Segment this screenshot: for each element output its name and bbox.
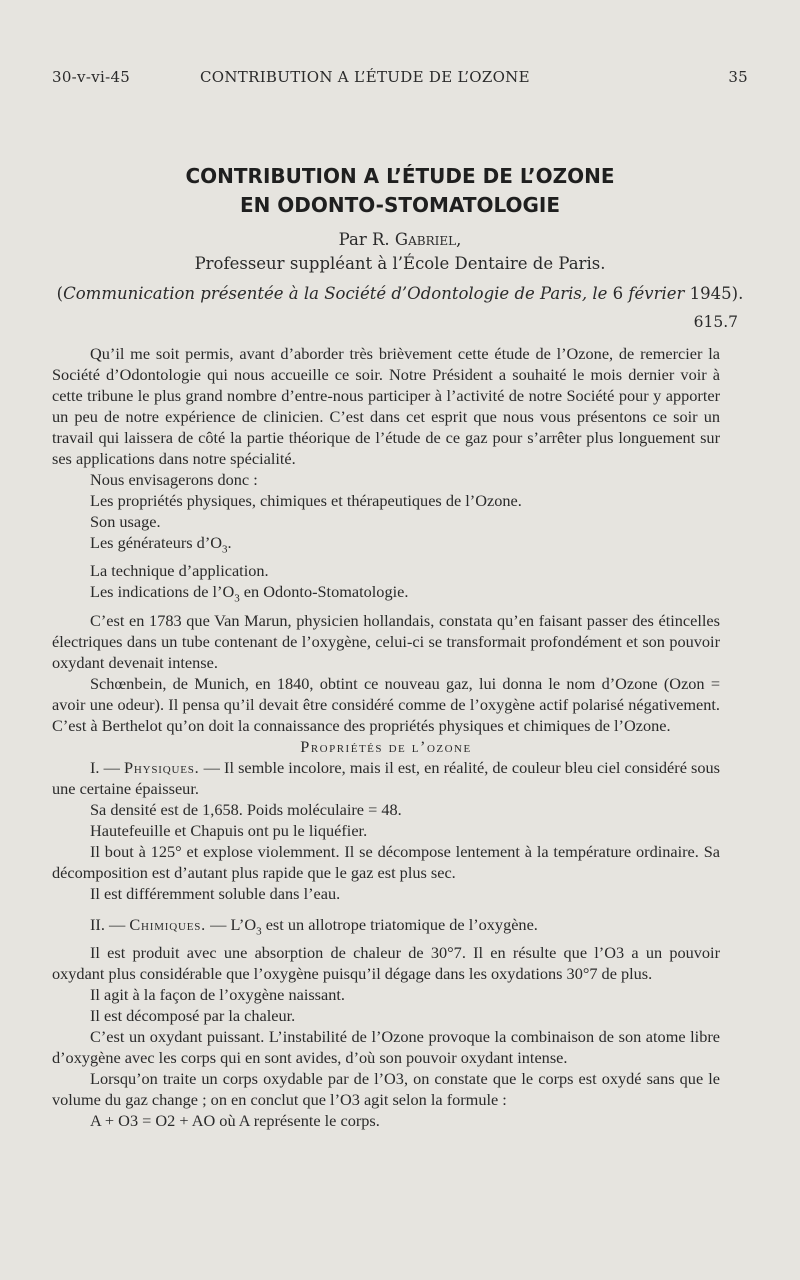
chemical-text-end: est un allotrope triatomique de l’oxygène.	[261, 914, 538, 934]
author-name: Gabriel,	[394, 230, 462, 249]
communication-note	[52, 284, 748, 303]
article-title-line1: CONTRIBUTION A L’ÉTUDE DE L’OZONE	[185, 164, 615, 188]
communication-text: Communication présentée à la Société d’Odontologie de Paris, le	[63, 284, 608, 303]
byline	[0, 228, 800, 276]
subscript: 3	[222, 543, 228, 556]
subscript: 3	[234, 592, 240, 605]
chemical-oxidant: C’est un oxydant puissant. L’instabilité de l’Ozone provoque la combinaison de son atome libre d’oxygène avec les corps qui en sont avides, d’où son pouvoir oxydant intense.	[52, 1026, 720, 1067]
physical-text: — Il semble incolore, mais il est, en réalité, de couleur bleu ciel considéré sous une certaine épaisseur.	[52, 757, 720, 798]
paragraph-intro: Qu’il me soit permis, avant d’aborder très brièvement cette étude de l’Ozone, de remercier la Société d’Odontologie qui nous accueille ce soir. Notre Président a souhaité le mois dernier voir à cette tribune le plus grand nombre d’entre-nous participer à l’activité de notre Société pour y apporter un peu de notre expérience de clinicien. C’est dans cet esprit que nous vous présentons ce soir un travail qui laissera de côté la partie théorique de l’étude de ce gaz pour s’arrêter plus longuement sur ses applications dans notre spécialité.	[52, 344, 720, 468]
physical-density: Sa densité est de 1,658. Poids moléculaire = 48.	[90, 799, 402, 819]
list-item-text: Les générateurs d’O	[90, 533, 222, 552]
chemical-formula: A + O3 = O2 + AO où A représente le corps.	[90, 1110, 380, 1130]
list-item	[52, 532, 720, 560]
subsection-lead: Chimiques.	[129, 914, 207, 934]
udc-code: 615.7	[693, 313, 738, 331]
list-item-end: .	[227, 533, 232, 552]
chemical-text: — L’O	[206, 914, 257, 934]
list-item: Les propriétés physiques, chimiques et thérapeutiques de l’Ozone.	[90, 491, 522, 510]
list-item-end: en Odonto-Stomatologie.	[239, 582, 409, 602]
paren-open: (	[56, 284, 64, 303]
communication-month: février	[628, 284, 685, 303]
paragraph-history-2: Schœnbein, de Munich, en 1840, obtint ce nouveau gaz, lui donna le nom d’Ozone (Ozon = avoir une odeur). Il pensa qu’il devait être considéré comme de l’oxygène actif polarisé négativement. C’est à Berthelot qu’on doit la connaissance des propriétés physiques et chimiques de l’Ozone.	[52, 673, 720, 735]
chemical-heat: Il est produit avec une absorption de chaleur de 30°7. Il en résulte que l’O3 a un pouvoir oxydant plus considérable que l’oxygène puisqu’il dégage dans les oxydations 30°7 de plus.	[52, 942, 720, 983]
section-number: II. —	[90, 914, 130, 934]
article-body	[52, 343, 720, 1131]
list-item: Son usage.	[90, 512, 161, 531]
paragraph-chemical	[52, 914, 720, 942]
list-item: La technique d’application.	[90, 561, 269, 581]
list-intro: Nous envisagerons donc :	[90, 470, 258, 489]
physical-liquefy: Hautefeuille et Chapuis ont pu le liquéfier.	[90, 820, 368, 840]
paragraph-history-1: C’est en 1783 que Van Marun, physicien hollandais, constata qu’en faisant passer des étincelles électriques dans un tube contenant de l’oxygène, celui-ci se transformait profondément et son pouvoir oxydant devenait intense.	[52, 610, 720, 672]
subscript: 3	[256, 924, 262, 937]
by-prefix: Par R.	[338, 230, 390, 249]
article-title-line2: EN ODONTO-STOMATOLOGIE	[239, 193, 561, 217]
list-item-text: Les indications de l’O	[90, 582, 235, 602]
communication-day: 6	[607, 284, 629, 303]
section-heading: Propriétés de l’ozone	[300, 736, 472, 756]
page-number: 35	[728, 68, 748, 86]
author-line	[0, 228, 800, 252]
subsection-lead: Physiques.	[124, 757, 200, 777]
list-item	[52, 581, 720, 609]
physical-solubility: Il est différemment soluble dans l’eau.	[90, 883, 341, 903]
running-head-title: CONTRIBUTION A L’ÉTUDE DE L’OZONE	[200, 68, 530, 86]
physical-boiling: Il bout à 125° et explose violemment. Il se décompose lentement à la température ordinaire. Sa décomposition est d’autant plus rapide que le gaz est plus sec.	[52, 841, 720, 882]
paragraph-physical	[52, 757, 720, 799]
author-affiliation: Professeur suppléant à l’École Dentaire de Paris.	[194, 254, 606, 273]
section-number: I. —	[90, 757, 124, 777]
chemical-decomposed: Il est décomposé par la chaleur.	[90, 1005, 296, 1025]
chemical-nascent: Il agit à la façon de l’oxygène naissant.	[90, 984, 345, 1004]
communication-year: 1945).	[684, 284, 744, 303]
running-head-date: 30-v-vi-45	[52, 68, 131, 86]
chemical-volume: Lorsqu’on traite un corps oxydable par de l’O3, on constate que le corps est oxydé sans que le volume du gaz change ; on en conclut que l’O3 agit selon la formule :	[52, 1068, 720, 1109]
